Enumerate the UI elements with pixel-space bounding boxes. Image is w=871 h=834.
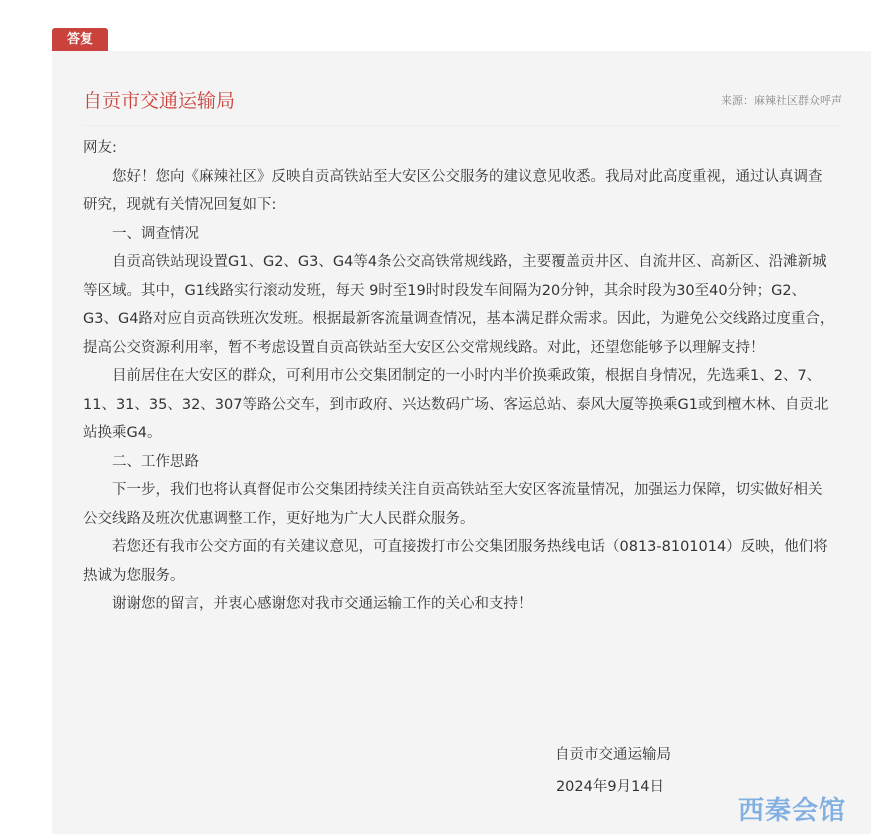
paragraph-next-steps: 下一步，我们也将认真督促市公交集团持续关注自贡高铁站至大安区客流量情况，加强运力保障，切实做好相关公交线路及班次优惠调整工作，更好地为广大人民群众服务。 bbox=[83, 482, 823, 527]
source-label: 来源：麻辣社区群众呼声 bbox=[721, 94, 842, 107]
paragraph-investigation-details: 自贡高铁站现设置G1、G2、G3、G4等4条公交高铁常规线路，主要覆盖贡井区、自流井区、高新区、沿滩新城等区域。其中，G1线路实行滚动发班，每天 9时至19时时段发车间隔为20分钟，其余时段为30至40分钟；G2、G3、G4路对应自贡高铁班次发班。根据最新客流量调查情况，基本满足群众需求。因此，为避免公交线路过度重合，提高公交资源利用率，暂不考虑设置自贡高铁站至大安区公交常规线路。对此，还望您能够予以理解支持！ bbox=[83, 254, 835, 356]
reply-content bbox=[83, 134, 835, 619]
section-heading-work-plan: 二、工作思路 bbox=[112, 453, 199, 470]
reply-panel bbox=[52, 51, 871, 834]
section-heading-investigation: 一、调查情况 bbox=[112, 225, 199, 242]
paragraph-transfer-advice: 目前居住在大安区的群众，可利用市公交集团制定的一小时内半价换乘政策，根据自身情况，先选乘1、2、7、11、31、35、32、307等路公交车，到市政府、兴达数码广场、客运总站、泰风大厦等换乘G1或到檀木林、自贡北站换乘G4。 bbox=[83, 368, 829, 441]
paragraph-hotline: 若您还有我市公交方面的有关建议意见，可直接拨打市公交集团服务热线电话（0813-8101014）反映，他们将热诚为您服务。 bbox=[83, 539, 828, 584]
reply-org-title: 自贡市交通运输局 bbox=[83, 90, 236, 112]
watermark-logo: 西秦会馆 bbox=[738, 796, 847, 826]
greeting: 网友: bbox=[83, 140, 117, 156]
paragraph-thanks: 谢谢您的留言，并衷心感谢您对我市交通运输工作的关心和支持！ bbox=[112, 596, 533, 612]
signature-org: 自贡市交通运输局 bbox=[555, 747, 671, 763]
reply-tag: 答复 bbox=[52, 28, 108, 51]
paragraph-intro: 您好！您向《麻辣社区》反映自贡高铁站至大安区公交服务的建议意见收悉。我局对此高度重视，通过认真调查研究，现就有关情况回复如下: bbox=[83, 168, 823, 213]
signature-date: 2024年9月14日 bbox=[555, 779, 665, 795]
header-divider bbox=[83, 125, 842, 126]
